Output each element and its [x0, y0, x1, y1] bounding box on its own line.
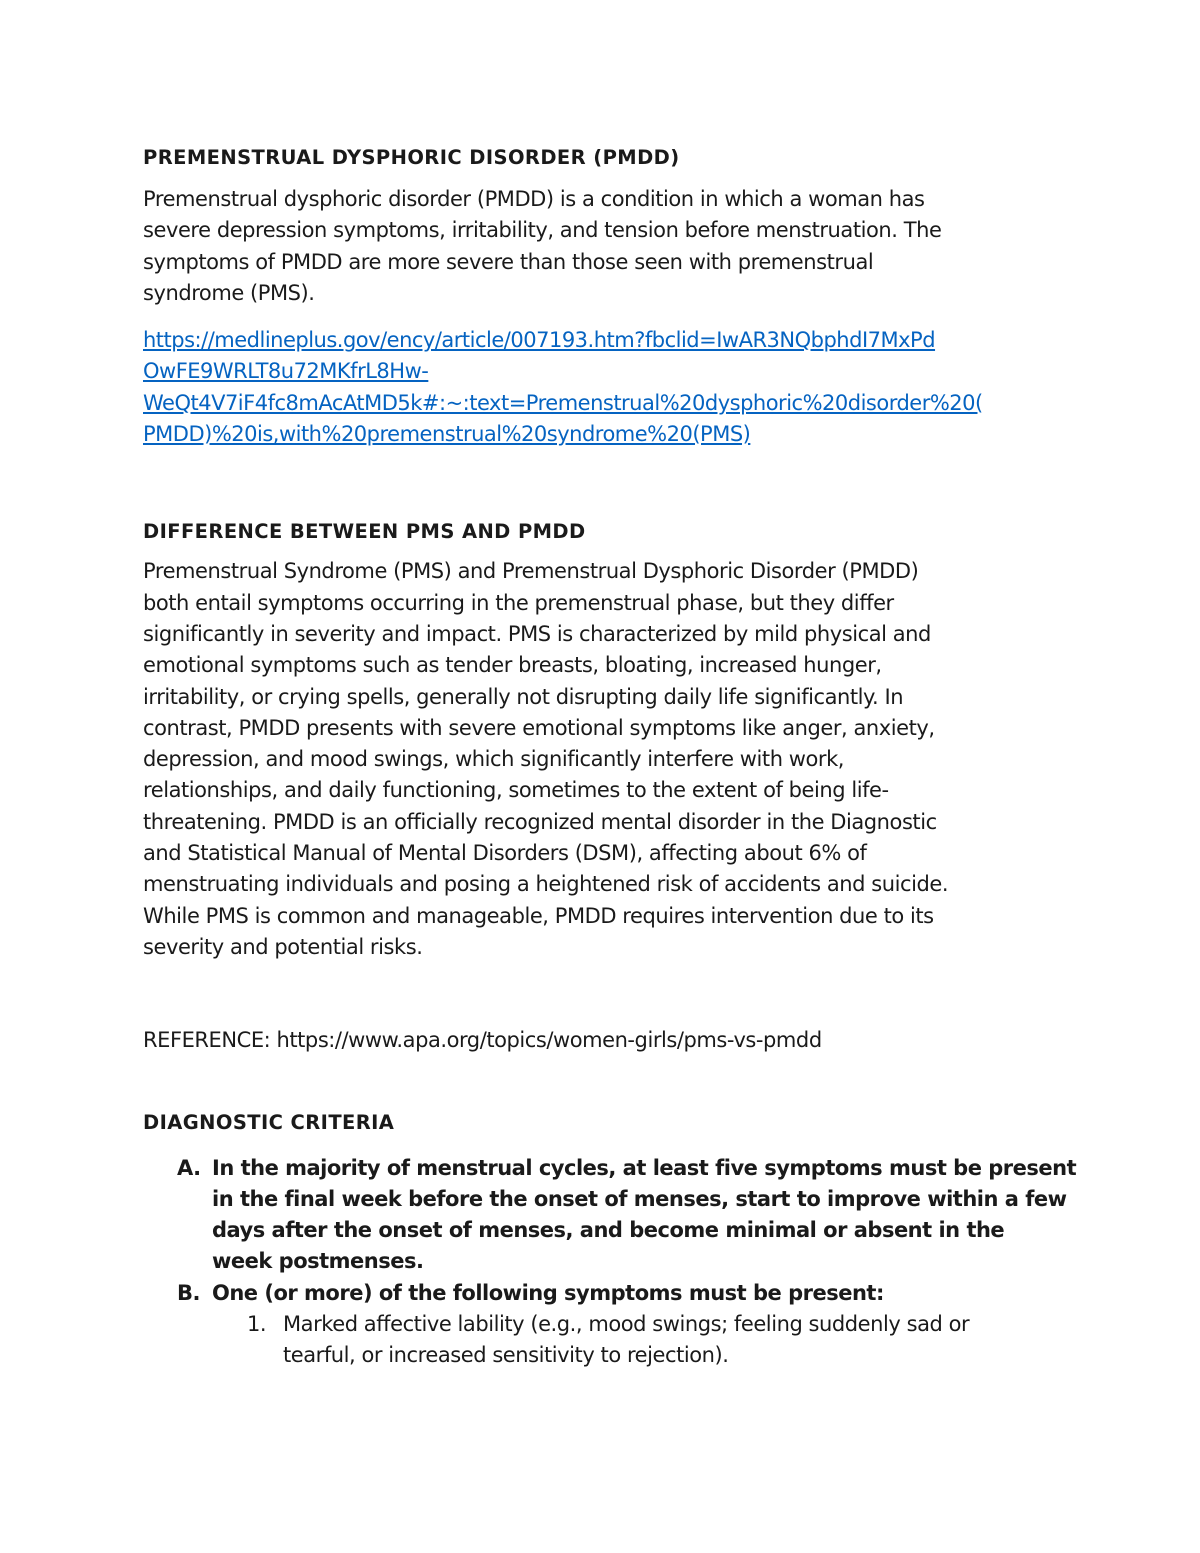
reference-line: REFERENCE: https://www.apa.org/topics/women-girls/pms-vs-pmdd: [143, 1028, 822, 1053]
section-heading-difference: DIFFERENCE BETWEEN PMS AND PMDD: [143, 520, 586, 544]
criterion-b-sublist: [212, 1309, 1063, 1372]
paragraph-line: symptoms of PMDD are more severe than those seen with premenstrual: [143, 249, 874, 274]
paragraph-line: significantly in severity and impact. PMS is characterized by mild physical and: [143, 621, 931, 646]
paragraph-line: syndrome (PMS).: [143, 280, 315, 305]
paragraph-line: and Statistical Manual of Mental Disorders (DSM), affecting about 6% of: [143, 841, 867, 866]
medlineplus-link-line-2[interactable]: OwFE9WRLT8u72MKfrL8Hw-: [143, 359, 429, 384]
medlineplus-link-line-3[interactable]: WeQt4V7iF4fc8mAcAtMD5k#:~:text=Premenstrual%20dysphoric%20disorder%20(: [143, 390, 983, 415]
paragraph-line: relationships, and daily functioning, sometimes to the extent of being life-: [143, 778, 889, 803]
section-heading-diagnostic-criteria: DIAGNOSTIC CRITERIA: [143, 1110, 395, 1134]
paragraph-line: depression, and mood swings, which significantly interfere with work,: [143, 747, 845, 772]
paragraph-line: menstruating individuals and posing a heightened risk of accidents and suicide.: [143, 872, 949, 897]
criterion-a: [143, 1153, 1077, 1278]
paragraph-line: irritability, or crying spells, generally not disrupting daily life significantly. In: [143, 684, 904, 709]
paragraph-line: severity and potential risks.: [143, 934, 423, 959]
document-page: [143, 140, 1077, 1372]
section-heading-pmdd: PREMENSTRUAL DYSPHORIC DISORDER (PMDD): [143, 146, 680, 169]
sub-item-line: tearful, or increased sensitivity to rejection).: [283, 1343, 729, 1368]
paragraph-line: contrast, PMDD presents with severe emotional symptoms like anger, anxiety,: [143, 715, 935, 740]
paragraph-line: both entail symptoms occurring in the premenstrual phase, but they differ: [143, 590, 894, 615]
medlineplus-link-line-1[interactable]: https://medlineplus.gov/ency/article/007193.htm?fbclid=IwAR3NQbphdI7MxPd: [143, 328, 936, 353]
criterion-line: week postmenses.: [212, 1249, 424, 1274]
paragraph-line: Premenstrual Syndrome (PMS) and Premenstrual Dysphoric Disorder (PMDD): [143, 559, 919, 584]
sub-item-line: Marked affective lability (e.g., mood swings; feeling suddenly sad or: [283, 1312, 970, 1337]
criterion-line: In the majority of menstrual cycles, at least five symptoms must be present: [212, 1155, 1077, 1180]
pmdd-definition-paragraph: [143, 184, 1063, 309]
criterion-line: One (or more) of the following symptoms must be present:: [212, 1280, 884, 1305]
paragraph-line: emotional symptoms such as tender breasts, bloating, increased hunger,: [143, 653, 882, 678]
medlineplus-link-block: [143, 325, 1063, 450]
difference-paragraph: [143, 556, 1063, 963]
paragraph-line: Premenstrual dysphoric disorder (PMDD) is a condition in which a woman has: [143, 187, 925, 211]
list-marker: 1.: [247, 1312, 267, 1337]
criterion-line: in the final week before the onset of menses, start to improve within a few: [212, 1186, 1067, 1211]
paragraph-line: threatening. PMDD is an officially recognized mental disorder in the Diagnostic: [143, 809, 937, 834]
criterion-b-item-1: [212, 1309, 1063, 1372]
criterion-b: [143, 1278, 1063, 1372]
paragraph-line: severe depression symptoms, irritability, and tension before menstruation. The: [143, 218, 942, 243]
medlineplus-link-line-4[interactable]: PMDD)%20is,with%20premenstrual%20syndrome%20(PMS): [143, 422, 751, 447]
criteria-list: [143, 1153, 1077, 1372]
criterion-line: days after the onset of menses, and become minimal or absent in the: [212, 1218, 1005, 1243]
paragraph-line: While PMS is common and manageable, PMDD requires intervention due to its: [143, 903, 934, 928]
list-marker: A.: [177, 1155, 201, 1180]
list-marker: B.: [177, 1280, 200, 1305]
